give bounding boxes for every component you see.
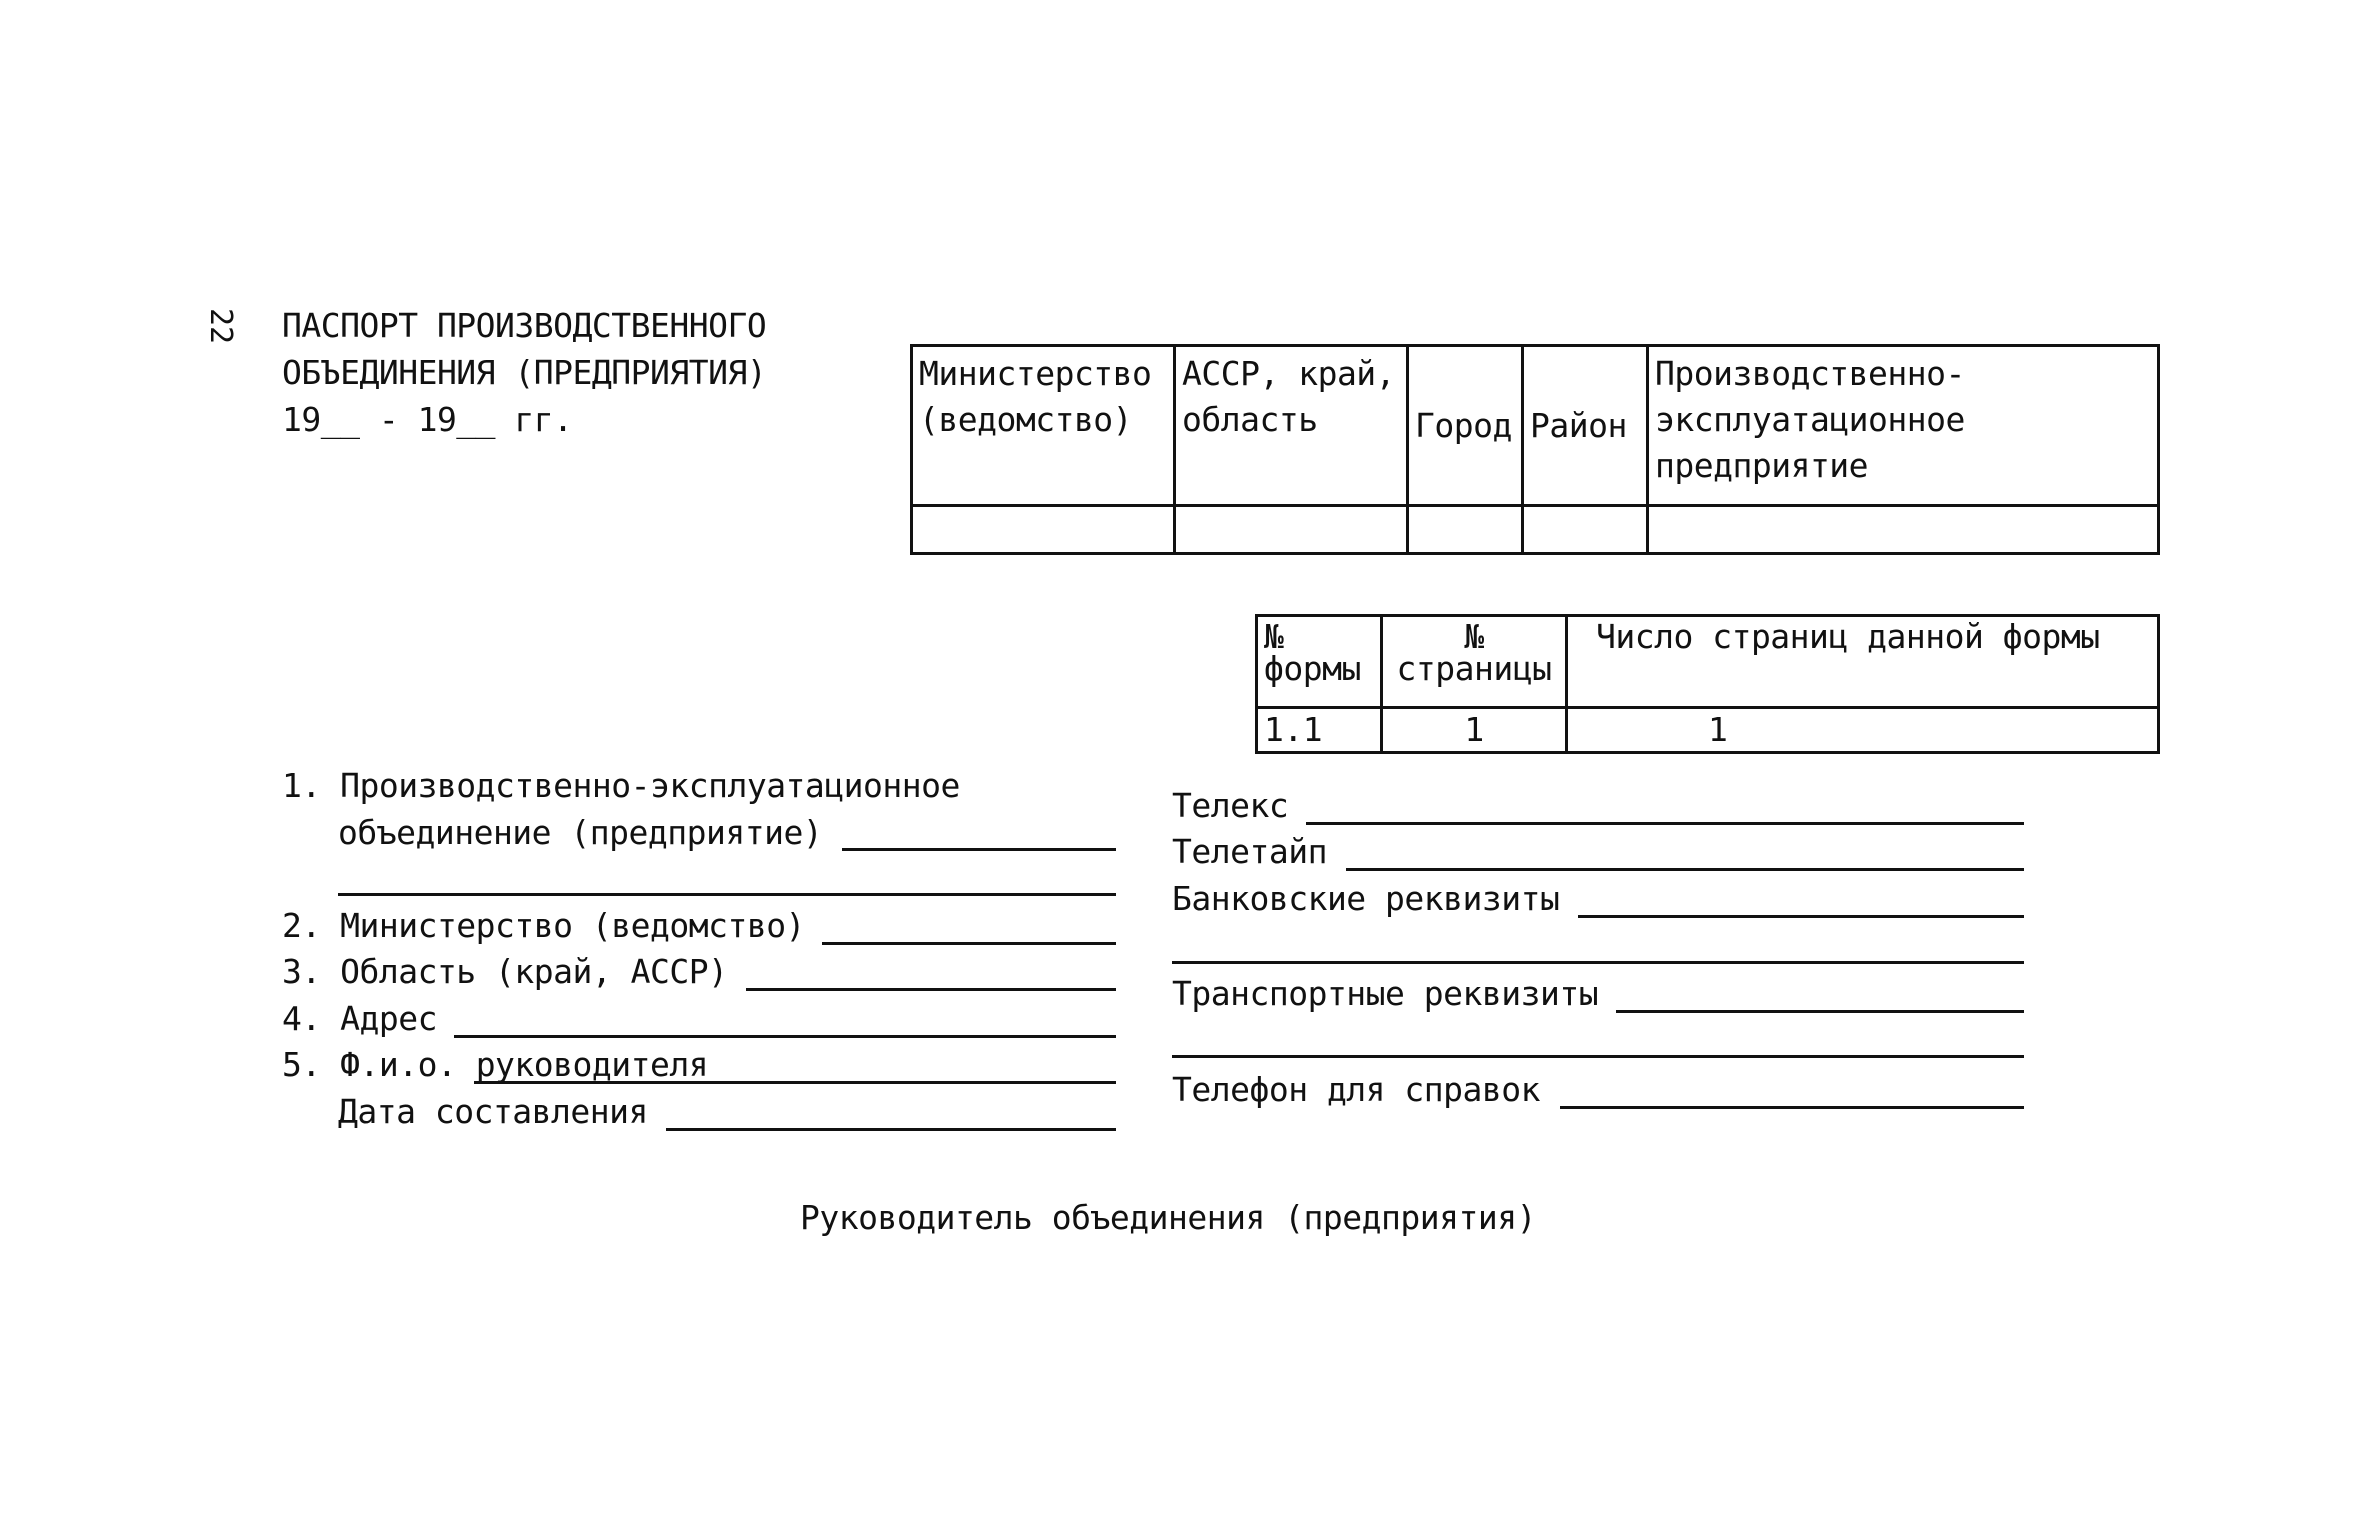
- cell-enterprise[interactable]: [1648, 506, 2159, 554]
- field-region-label: 3. Область (край, АССР): [282, 952, 728, 991]
- field-phone-label: Телефон для справок: [1172, 1070, 1540, 1109]
- cell-ministry[interactable]: [912, 506, 1175, 554]
- field-enterprise-line[interactable]: [842, 848, 1116, 851]
- field-telex-line[interactable]: [1306, 822, 2024, 825]
- document-title-line-1: ПАСПОРТ ПРОИЗВОДСТВЕННОГО: [282, 306, 767, 345]
- header-district: Район: [1523, 346, 1648, 506]
- signature-caption: Руководитель объединения (предприятия): [800, 1198, 1536, 1237]
- cell-city[interactable]: [1408, 506, 1523, 554]
- field-bank-label: Банковские реквизиты: [1172, 879, 1560, 918]
- field-director-label: [282, 1045, 708, 1085]
- header-page-count: Число страниц данной формы: [1567, 616, 2159, 708]
- form-info-table: [1255, 614, 2160, 754]
- field-phone-line[interactable]: [1560, 1106, 2024, 1109]
- field-ministry-line[interactable]: [822, 942, 1116, 945]
- cell-region[interactable]: [1175, 506, 1408, 554]
- field-date-line[interactable]: [666, 1128, 1116, 1131]
- field-date-label: Дата составления: [338, 1092, 648, 1131]
- field-director-suffix: руководителя: [475, 1045, 709, 1084]
- header-region: АССР, край, область: [1175, 346, 1408, 506]
- field-address-line[interactable]: [454, 1035, 1116, 1038]
- field-teletype-label: Телетайп: [1172, 832, 1327, 871]
- field-transport-label: Транспортные реквизиты: [1172, 974, 1599, 1013]
- field-telex-label: Телекс: [1172, 786, 1289, 825]
- field-teletype-line[interactable]: [1346, 868, 2024, 871]
- field-address-label: 4. Адрес: [282, 999, 437, 1038]
- page-number: 22: [203, 308, 238, 345]
- document-title-line-2: ОБЪЕДИНЕНИЯ (ПРЕДПРИЯТИЯ): [282, 353, 767, 392]
- header-page-number: № страницы: [1382, 616, 1567, 708]
- field-director-line[interactable]: [474, 1081, 1116, 1084]
- header-form-number: № формы: [1257, 616, 1382, 708]
- field-bank-line[interactable]: [1578, 915, 2024, 918]
- cell-district[interactable]: [1523, 506, 1648, 554]
- document-years: 19__ - 19__ гг.: [282, 400, 573, 439]
- field-transport-line-2[interactable]: [1172, 1055, 2024, 1058]
- field-region-line[interactable]: [746, 988, 1116, 991]
- value-form-number: 1.1: [1257, 708, 1382, 753]
- value-page-count: 1: [1567, 708, 2159, 753]
- field-enterprise-label-1: 1. Производственно-эксплуатационное: [282, 766, 960, 805]
- header-enterprise: Производственно-эксплуатационное предприятие: [1648, 346, 2159, 506]
- value-page-number: 1: [1382, 708, 1567, 753]
- header-city: Город: [1408, 346, 1523, 506]
- field-enterprise-label-2: объединение (предприятие): [338, 813, 823, 852]
- field-ministry-label: 2. Министерство (ведомство): [282, 906, 805, 945]
- field-director-prefix: 5. Ф.и.о.: [282, 1045, 457, 1084]
- field-transport-line[interactable]: [1616, 1010, 2024, 1013]
- field-enterprise-line-2[interactable]: [338, 893, 1116, 896]
- field-bank-line-2[interactable]: [1172, 961, 2024, 964]
- header-ministry: Министерство (ведомство): [912, 346, 1175, 506]
- organization-table: [910, 344, 2160, 555]
